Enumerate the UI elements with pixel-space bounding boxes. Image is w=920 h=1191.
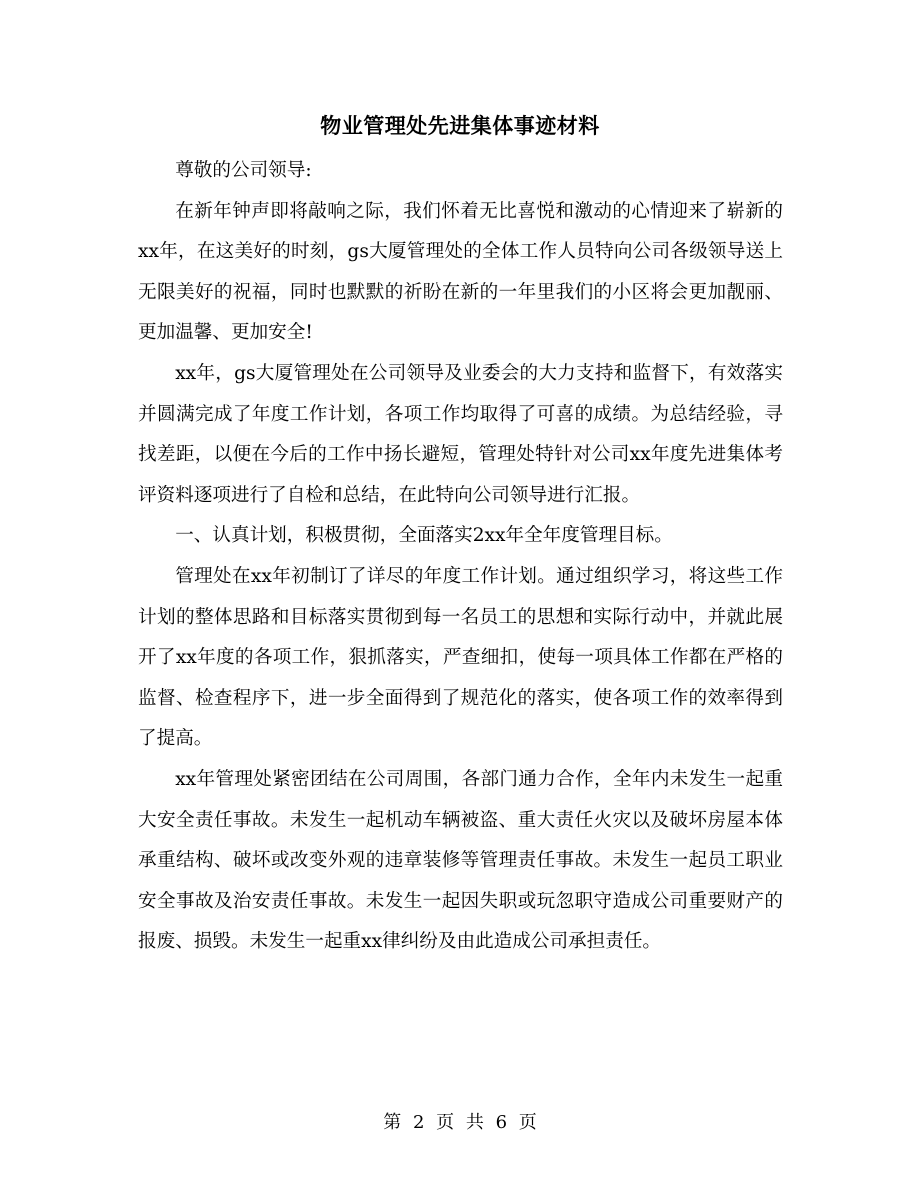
paragraph-plan: 管理处在xx年初制订了详尽的年度工作计划。通过组织学习，将这些工作计划的整体思路和目标落实贯彻到每一名员工的思想和实际行动中，并就此展开了xx年度的各项工作，狠抓落实，严查细扣，使每一项具体工作都在严格的监督、检查程序下，进一步全面得到了规范化的落实，使各项工作的效率得到了提高。 [138,565,783,750]
paragraph-safety: xx年管理处紧密团结在公司周围，各部门通力合作，全年内未发生一起重大安全责任事故。未发生一起机动车辆被盗、重大责任火灾以及破坏房屋本体承重结构、破坏或改变外观的违章装修等管理责任事故。未发生一起员工职业安全事故及治安责任事故。未发生一起因失职或玩忽职守造成公司重要财产的报废、损毁。未发生一起重xx律纠纷及由此造成公司承担责任。 [138,768,783,953]
salutation: 尊敬的公司领导: [175,160,312,181]
section-heading-1: 一、认真计划，积极贯彻，全面落实2xx年全年度管理目标。 [175,525,673,547]
page-number-footer: 第 2 页 共 6 页 [383,1112,537,1133]
paragraph-greeting: 在新年钟声即将敲响之际，我们怀着无比喜悦和激动的心情迎来了崭新的xx年，在这美好的时刻，gs大厦管理处的全体工作人员特向公司各级领导送上无限美好的祝福，同时也默默的祈盼在新的一年里我们的小区将会更加靓丽、更加温馨、更加安全! [138,200,783,344]
document-title: 物业管理处先进集体事迹材料 [320,113,600,138]
paragraph-summary: xx年，gs大厦管理处在公司领导及业委会的大力支持和监督下，有效落实并圆满完成了年度工作计划，各项工作均取得了可喜的成绩。为总结经验，寻找差距，以便在今后的工作中扬长避短，管理处特针对公司xx年度先进集体考评资料逐项进行了自检和总结，在此特向公司领导进行汇报。 [138,362,783,506]
document-body [138,151,783,963]
